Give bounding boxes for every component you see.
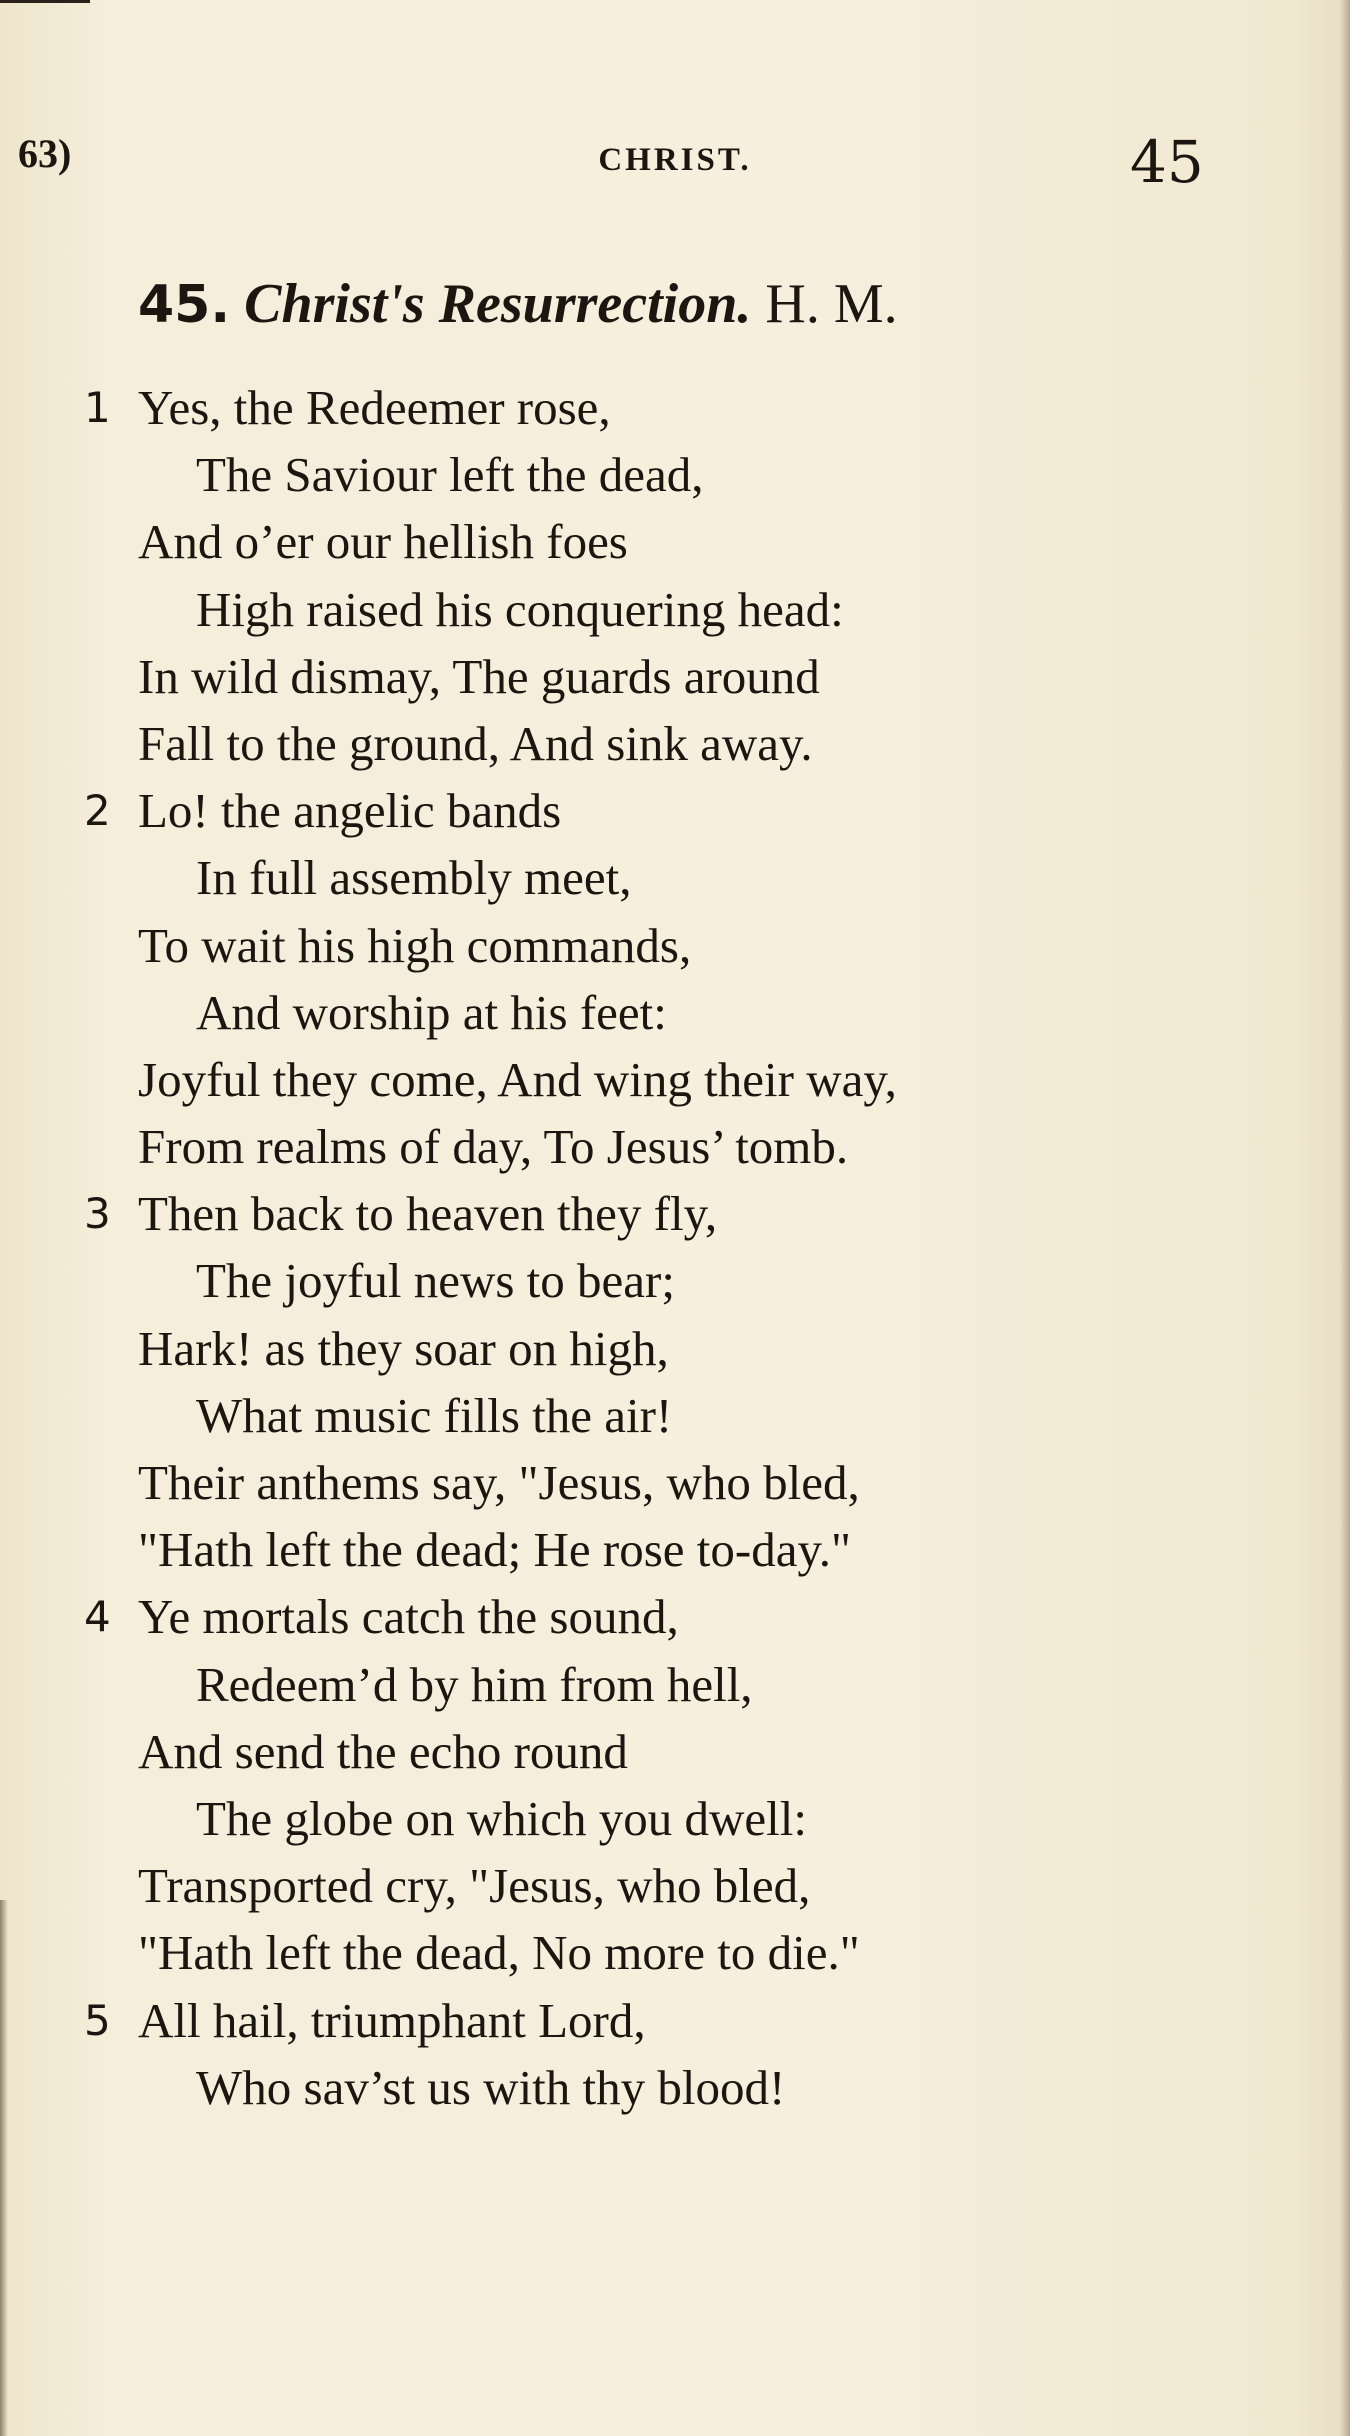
verse-line-text: And o’er our hellish foes: [138, 514, 628, 570]
verse-line: [0, 1852, 1350, 1919]
verse-line: [0, 1718, 1350, 1785]
verse-line: [0, 2054, 1350, 2121]
verse-line: [0, 1247, 1350, 1314]
running-head-section: CHRIST.: [598, 142, 752, 178]
verse-line: [0, 1785, 1350, 1852]
verse-line-text: Ye mortals catch the sound,: [138, 1589, 679, 1645]
stanza-number: 3: [84, 1189, 111, 1239]
verse-line-text: High raised his conquering head:: [196, 581, 844, 637]
verse-line-text: The Saviour left the dead,: [196, 447, 704, 503]
running-head: [0, 130, 1350, 200]
verse-line: [0, 979, 1350, 1046]
verse-line-text: The joyful news to bear;: [196, 1253, 675, 1309]
page-number: 45: [1130, 128, 1204, 196]
verse-line: [0, 1583, 1350, 1650]
verse-line-text: Fall to the ground, And sink away.: [138, 715, 813, 771]
verse-line-text: The globe on which you dwell:: [196, 1790, 808, 1846]
verse-line: [0, 710, 1350, 777]
verse-line-text: Redeem’d by him from hell,: [196, 1656, 753, 1712]
hymn-meter: H. M.: [765, 273, 898, 335]
verse-line: [0, 374, 1350, 441]
verse-line: [0, 1315, 1350, 1382]
verse-line-text: Transported cry, "Jesus, who bled,: [138, 1858, 811, 1914]
verse-line-text: Their anthems say, "Jesus, who bled,: [138, 1455, 860, 1510]
verse-line: [0, 1449, 1350, 1516]
stanza-number: 5: [84, 1995, 111, 2045]
verse-line-text: Who sav’st us with thy blood!: [196, 2059, 786, 2115]
running-head-hymn-range: 63): [18, 131, 72, 176]
verse-line-text: In full assembly meet,: [196, 850, 632, 906]
verse-line-text: "Hath left the dead; He rose to-day.": [138, 1522, 852, 1578]
verse-line: [0, 912, 1350, 979]
verse-line-text: What music fills the air!: [196, 1387, 673, 1443]
top-rule: [0, 0, 90, 3]
verse-line: [0, 1046, 1350, 1113]
hymn-text: [0, 374, 1350, 2121]
verse-line-text: Yes, the Redeemer rose,: [138, 380, 611, 435]
verse-line: [0, 1180, 1350, 1247]
verse-line-text: In wild dismay, The guards around: [138, 648, 820, 704]
verse-line: [0, 777, 1350, 844]
verse-line-text: Joyful they come, And wing their way,: [138, 1051, 897, 1107]
verse-line: [0, 844, 1350, 911]
verse-line-text: From realms of day, To Jesus’ tomb.: [138, 1119, 849, 1175]
verse-line: [0, 508, 1350, 575]
verse-line-text: Lo! the angelic bands: [138, 783, 562, 839]
verse-line-text: And send the echo round: [138, 1723, 628, 1779]
verse-line-text: And worship at his feet:: [196, 984, 667, 1040]
verse-line-text: Then back to heaven they fly,: [138, 1186, 718, 1242]
verse-line: [0, 1382, 1350, 1449]
verse-line: [0, 643, 1350, 710]
hymn-title: Christ's Resurrection.: [244, 273, 752, 335]
verse-line: [0, 1919, 1350, 1986]
verse-line: [0, 576, 1350, 643]
hymn-number: 45.: [138, 275, 231, 335]
verse-line: [0, 441, 1350, 508]
verse-line-text: Hark! as they soar on high,: [138, 1320, 669, 1376]
verse-line-text: To wait his high commands,: [138, 917, 692, 973]
stanza-number: 1: [84, 383, 111, 432]
verse-line-text: "Hath left the dead, No more to die.": [138, 1925, 860, 1981]
hymn-heading: [138, 272, 898, 336]
verse-line: [0, 1113, 1350, 1180]
stanza-number: 2: [84, 786, 111, 836]
verse-line: [0, 1987, 1350, 2054]
stanza-number: 4: [84, 1592, 111, 1642]
verse-line: [0, 1516, 1350, 1583]
verse-line: [0, 1651, 1350, 1718]
verse-line-text: All hail, triumphant Lord,: [138, 1992, 646, 2048]
